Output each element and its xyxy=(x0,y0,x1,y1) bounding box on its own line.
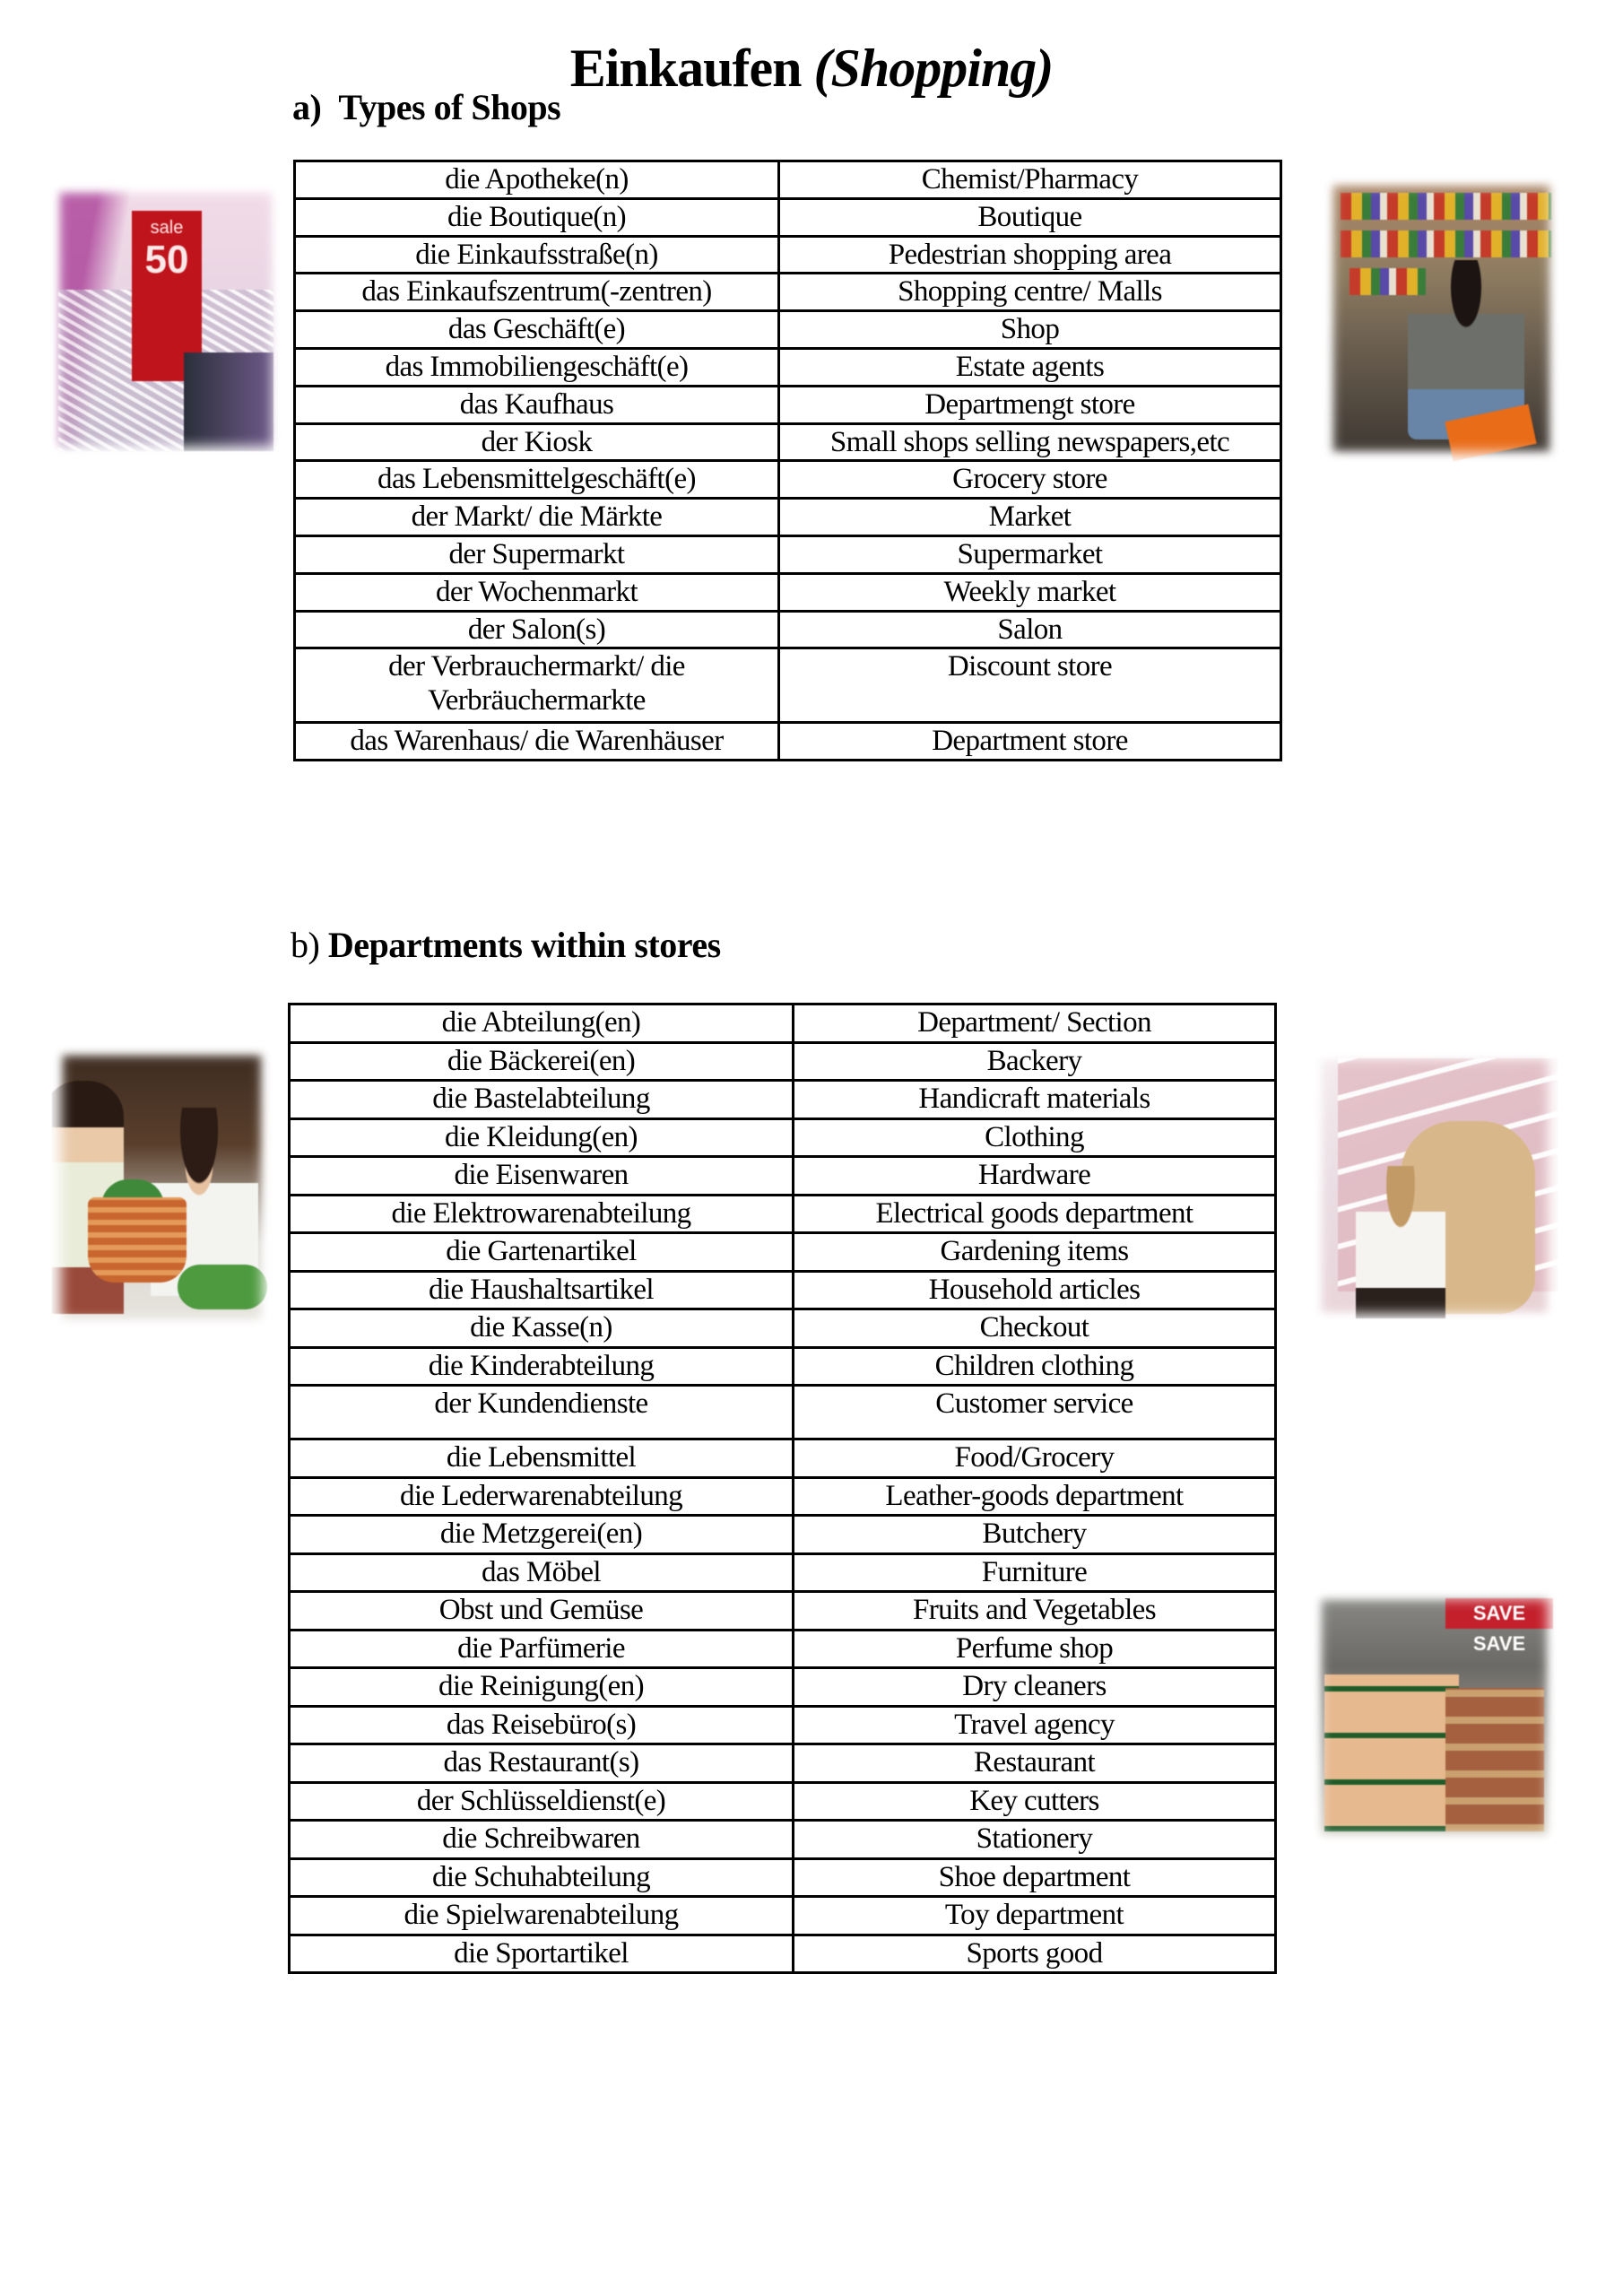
shelf-graphic xyxy=(1341,193,1551,220)
sale-sign-graphic xyxy=(132,211,202,381)
german-term: das Warenhaus/ die Warenhäuser xyxy=(295,723,779,761)
child-graphic xyxy=(1356,1166,1445,1318)
table-row xyxy=(290,1439,1276,1478)
section-b-title: Departments within stores xyxy=(327,925,721,965)
english-term: Customer service xyxy=(794,1386,1276,1439)
table-row xyxy=(295,535,1281,573)
english-term: Shopping centre/ Malls xyxy=(779,274,1281,311)
english-term: Gardening items xyxy=(794,1233,1276,1272)
table-row xyxy=(290,1233,1276,1272)
table-row xyxy=(295,386,1281,423)
english-term: Sports good xyxy=(794,1935,1276,1973)
english-term: Children clothing xyxy=(794,1347,1276,1386)
english-term: Checkout xyxy=(794,1309,1276,1348)
german-term: die Sportartikel xyxy=(290,1935,794,1973)
shopper-graphic xyxy=(1408,260,1524,439)
table-row xyxy=(290,1118,1276,1157)
german-term: das Möbel xyxy=(290,1553,794,1592)
shopping-bag-graphic xyxy=(1445,404,1536,462)
departments-table xyxy=(288,1003,1277,1974)
german-term: die Parfümerie xyxy=(290,1630,794,1668)
german-term: die Spielwarenabteilung xyxy=(290,1897,794,1935)
german-term: Obst und Gemüse xyxy=(290,1592,794,1631)
english-term: Small shops selling newspapers,etc xyxy=(779,423,1281,461)
german-term: die Apotheke(n) xyxy=(295,161,779,199)
english-term: Backery xyxy=(794,1042,1276,1081)
german-term: das Reisebüro(s) xyxy=(290,1706,794,1744)
german-term: der Kiosk xyxy=(295,423,779,461)
page-title xyxy=(0,36,1623,100)
table-row xyxy=(295,311,1281,349)
save-sign: SAVE SAVE xyxy=(1445,1598,1553,1629)
section-b-heading xyxy=(291,924,721,967)
table-row xyxy=(295,723,1281,761)
section-a-marker: a) xyxy=(292,87,322,127)
table-row xyxy=(290,1347,1276,1386)
produce-crates-graphic xyxy=(1445,1688,1544,1831)
table-row xyxy=(290,1821,1276,1859)
table-row xyxy=(290,1668,1276,1707)
english-term: Discount store xyxy=(779,648,1281,723)
toy-shelves-graphic xyxy=(1338,1058,1558,1292)
table-row xyxy=(290,1897,1276,1935)
vegetables-graphic xyxy=(101,1179,164,1215)
table-row xyxy=(295,573,1281,611)
english-term: Shop xyxy=(779,311,1281,349)
table-row xyxy=(290,1042,1276,1081)
german-term: die Haushaltsartikel xyxy=(290,1271,794,1309)
table-row xyxy=(290,1782,1276,1821)
types-of-shops-table xyxy=(293,160,1282,761)
table-row xyxy=(295,461,1281,499)
table-row xyxy=(295,499,1281,536)
english-term: Handicraft materials xyxy=(794,1081,1276,1119)
german-term: die Lederwarenabteilung xyxy=(290,1477,794,1516)
shelf-graphic xyxy=(1341,230,1551,257)
table-row xyxy=(290,1271,1276,1309)
english-term: Department/ Section xyxy=(794,1004,1276,1043)
english-term: Clothing xyxy=(794,1118,1276,1157)
table-row xyxy=(295,348,1281,386)
english-term: Perfume shop xyxy=(794,1630,1276,1668)
sale-sign-percent: 50 xyxy=(144,238,189,282)
german-term: der Wochenmarkt xyxy=(295,573,779,611)
german-term: der Supermarkt xyxy=(295,535,779,573)
table-row xyxy=(290,1309,1276,1348)
german-term: die Gartenartikel xyxy=(290,1233,794,1272)
table-row xyxy=(295,611,1281,648)
english-term: Furniture xyxy=(794,1553,1276,1592)
german-term: der Schlüsseldienst(e) xyxy=(290,1782,794,1821)
title-english: (Shopping) xyxy=(813,39,1054,99)
table-row xyxy=(295,161,1281,199)
sale-sign-text: sale xyxy=(150,218,184,238)
german-term: der Kundendienste xyxy=(290,1386,794,1439)
basket-graphic xyxy=(88,1197,187,1283)
german-term: die Elektrowarenabteilung xyxy=(290,1195,794,1233)
german-term: das Lebensmittelgeschäft(e) xyxy=(295,461,779,499)
section-b-marker: b) xyxy=(291,925,320,965)
english-term: Pedestrian shopping area xyxy=(779,236,1281,274)
table-row xyxy=(290,1477,1276,1516)
table-row xyxy=(290,1386,1276,1439)
german-term: die Boutique(n) xyxy=(295,198,779,236)
table-row xyxy=(290,1744,1276,1783)
english-term: Boutique xyxy=(779,198,1281,236)
english-term: Weekly market xyxy=(779,573,1281,611)
english-term: Travel agency xyxy=(794,1706,1276,1744)
german-term: die Lebensmittel xyxy=(290,1439,794,1478)
english-term: Chemist/Pharmacy xyxy=(779,161,1281,199)
german-term: das Immobiliengeschäft(e) xyxy=(295,348,779,386)
german-term: die Schreibwaren xyxy=(290,1821,794,1859)
table-row xyxy=(290,1004,1276,1043)
table-row xyxy=(290,1935,1276,1973)
title-german: Einkaufen xyxy=(569,39,802,99)
german-term: die Kinderabteilung xyxy=(290,1347,794,1386)
section-a-title: Types of Shops xyxy=(338,87,561,127)
supermarket-aisle-photo xyxy=(1323,175,1560,462)
produce-bins-graphic xyxy=(1324,1674,1459,1831)
clothes-hangers-graphic xyxy=(58,290,273,451)
sale-rack-photo xyxy=(49,182,282,456)
english-term: Toy department xyxy=(794,1897,1276,1935)
german-term: die Kleidung(en) xyxy=(290,1118,794,1157)
english-term: Dry cleaners xyxy=(794,1668,1276,1707)
table-row xyxy=(295,423,1281,461)
german-term: die Kasse(n) xyxy=(290,1309,794,1348)
english-term: Grocery store xyxy=(779,461,1281,499)
german-term: das Geschäft(e) xyxy=(295,311,779,349)
table-row xyxy=(290,1553,1276,1592)
teddy-bear-graphic xyxy=(1401,1121,1535,1314)
english-term: Supermarket xyxy=(779,535,1281,573)
german-term: die Reinigung(en) xyxy=(290,1668,794,1707)
table-row xyxy=(290,1081,1276,1119)
english-term: Estate agents xyxy=(779,348,1281,386)
table-row xyxy=(295,198,1281,236)
table-row xyxy=(290,1858,1276,1897)
english-term: Shoe department xyxy=(794,1858,1276,1897)
market-shoppers-photo xyxy=(52,1045,272,1330)
english-term: Butchery xyxy=(794,1516,1276,1554)
german-term: die Metzgerei(en) xyxy=(290,1516,794,1554)
section-a-heading xyxy=(292,86,560,129)
english-term: Key cutters xyxy=(794,1782,1276,1821)
english-term: Department store xyxy=(779,723,1281,761)
shopper-graphic xyxy=(151,1108,258,1296)
german-term: der Verbrauchermarkt/ die Verbräuchermarkte xyxy=(295,648,779,723)
german-term: die Bäckerei(en) xyxy=(290,1042,794,1081)
toy-store-photo xyxy=(1311,1049,1558,1323)
table-row xyxy=(295,648,1281,723)
english-term: Food/Grocery xyxy=(794,1439,1276,1478)
shopper-graphic xyxy=(52,1081,124,1314)
vegetables-graphic xyxy=(178,1265,267,1309)
german-term: der Markt/ die Märkte xyxy=(295,499,779,536)
table-row xyxy=(290,1592,1276,1631)
table-row xyxy=(290,1630,1276,1668)
english-term: Household articles xyxy=(794,1271,1276,1309)
german-term: die Schuhabteilung xyxy=(290,1858,794,1897)
table-row xyxy=(295,236,1281,274)
english-term: Leather-goods department xyxy=(794,1477,1276,1516)
produce-section-photo xyxy=(1311,1589,1558,1845)
german-term: das Restaurant(s) xyxy=(290,1744,794,1783)
german-term: die Eisenwaren xyxy=(290,1157,794,1196)
german-term: die Einkaufsstraße(n) xyxy=(295,236,779,274)
english-term: Electrical goods department xyxy=(794,1195,1276,1233)
table-row xyxy=(290,1195,1276,1233)
english-term: Market xyxy=(779,499,1281,536)
english-term: Departmengt store xyxy=(779,386,1281,423)
german-term: das Einkaufszentrum(-zentren) xyxy=(295,274,779,311)
english-term: Hardware xyxy=(794,1157,1276,1196)
table-row xyxy=(290,1157,1276,1196)
table-row xyxy=(295,274,1281,311)
table-row xyxy=(290,1706,1276,1744)
table-row xyxy=(290,1516,1276,1554)
english-term: Salon xyxy=(779,611,1281,648)
german-term: das Kaufhaus xyxy=(295,386,779,423)
german-term: die Abteilung(en) xyxy=(290,1004,794,1043)
german-term: die Bastelabteilung xyxy=(290,1081,794,1119)
clothing-graphic xyxy=(184,352,273,451)
german-term: der Salon(s) xyxy=(295,611,779,648)
english-term: Fruits and Vegetables xyxy=(794,1592,1276,1631)
shelf-graphic xyxy=(1350,268,1426,295)
english-term: Stationery xyxy=(794,1821,1276,1859)
english-term: Restaurant xyxy=(794,1744,1276,1783)
